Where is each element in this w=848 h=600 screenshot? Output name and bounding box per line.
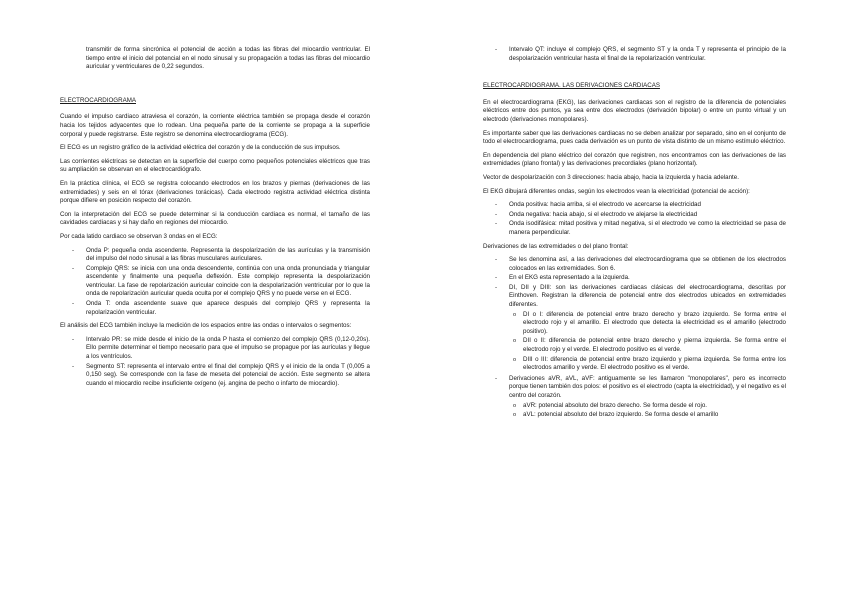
list-item: - Onda isodifásica: mitad positiva y mitad negativa, si el electrodo ve como la electricidad se pasa de manera perpendicular. [483,220,786,237]
list-item: - Intervalo QT: incluye el complejo QRS, el segmento ST y la onda T y representa el principio de la despolarización ventricular hasta el final de la repolarización ventricular. [483,46,786,63]
list-item: - Onda T: onda ascendente suave que aparece después del complejo QRS y representa la repolarización ventricular. [60,300,370,317]
derivations-list [483,256,786,420]
paragraph: Las corrientes eléctricas se detectan en la superficie del cuerpo como pequeños potenciales eléctricos que tras su ampliación se observan en el electrocardiógrafo. [60,157,370,174]
list-item: - Segmento ST: representa el intervalo entre el final del complejo QRS y el inicio de la onda T (0,005 a 0,150 seg). Se corresponde con la fase de meseta del potencial de acción. Este segmento se altera cuando el miocardio recibe insuficiente oxígeno (ej. angina de pecho o infarto de miocardio). [60,363,370,389]
paragraph: Con la interpretación del ECG se puede determinar si la conducción cardiaca es normal, el tamaño de las cavidades cardiacas y si hay daño en regiones del miocardio. [60,210,370,227]
sub-list-item: o DII o II: diferencia de potencial entre brazo derecho y pierna izquierda. Se forma entre el electrodo rojo y el verde. El electrodo positivo es el verde. [509,337,786,354]
sub-list [509,402,786,420]
intervals-list [60,336,370,389]
list-item-text: Derivaciones aVR, aVL, aVF: antiguamente se les llamaron "monopolares", pero es incorrecto porque tienen también dos polos: el positivo es el electrodo (capta la electricidad), y el negativo es el centro del corazón. [509,374,786,399]
list-item [483,284,786,373]
list-item: - Se les denomina así, a las derivaciones del electrocardiograma que se obtienen de los electrodos colocados en las extremidades. Son 6. [483,256,786,273]
paragraph: Es importante saber que las derivaciones cardiacas no se deben analizar por separado, sino en el conjunto de todo el electrocardiograma, pues cada derivación es un punto de vista distinto de un mismo estímulo eléctrico. [483,129,786,146]
qt-list [483,46,786,63]
list-item: - Onda P: pequeña onda ascendente. Representa la despolarización de las aurículas y la transmisión del impulso del nodo sinusal a las fibras musculares auriculares. [60,247,370,264]
sub-list [509,311,786,373]
list-item: - Onda positiva: hacia arriba, si el electrodo ve acercarse la electricidad [483,201,786,210]
left-column [60,46,370,393]
paragraph: Vector de despolarización con 3 direcciones: hacia abajo, hacia la izquierda y hacia adelante. [483,173,739,181]
waves-list [60,247,370,318]
section-heading-ecg: ELECTROCARDIOGRAMA [60,96,136,104]
paragraph: En dependencia del plano eléctrico del corazón que registren, nos encontramos con las derivaciones de las extremidades (plano frontal) y las derivaciones precordiales (plano horizontal). [483,151,786,168]
list-item [483,375,786,420]
right-column [483,46,786,425]
wave-types-list [483,201,786,237]
list-item-text: DI, DII y DIII: son las derivaciones cardiacas clásicas del electrocardiograma, descritas por Einthoven. Registran la diferencia de potencial entre dos electrodos ubicados en extremidades diferentes. [509,283,786,309]
paragraph: En el electrocardiograma (EKG), las derivaciones cardiacas son el registro de la diferencia de potenciales eléctricos entre dos puntos, ya sea entre dos electrodos (derivación bipolar) o entre un punto virtual y un electrodo (derivaciones monopolares). [483,98,786,123]
paragraph: Por cada latido cardiaco se observan 3 ondas en el ECG: [60,232,218,240]
section-heading-derivations: ELECTROCARDIOGRAMA. LAS DERIVACIONES CARDIACAS [483,82,660,90]
list-item: - Onda negativa: hacia abajo, si el electrodo ve alejarse la electricidad [483,211,786,220]
list-item: - En el EKG esta representado a la izquierda. [483,274,786,283]
sub-list-item: o aVL: potencial absoluto del brazo izquierdo. Se forma desde el amarillo [509,411,786,420]
sub-list-item: o DI o I: diferencia de potencial entre brazo derecho y brazo izquierdo. Se forma entre el electrodo rojo y el amarillo. El electrodo que detecta la electricidad es el amarillo (electrodo positivo). [509,311,786,337]
sub-list-item: o aVR: potencial absoluto del brazo derecho. Se forma desde el rojo. [509,402,786,411]
paragraph: El ECG es un registro gráfico de la actividad eléctrica del corazón y de la conducción de sus impulsos. [60,144,341,152]
continuation-paragraph: transmitir de forma sincrónica el potencial de acción a todas las fibras del miocardio ventricular. El tiempo entre el inicio del potencial en el nodo sinusal y su propagación a todas las fibras del miocardio auricular y ventriculares de 0,22 segundos. [86,46,370,71]
list-item: - Complejo QRS: se inicia con una onda descendente, continúa con una onda pronunciada y triangular ascendente y finalmente una pequeña deflexión. Este complejo representa la despolarización ventricular. La fase de repolarización auricular coincide con la despolarización ventricular por lo que la onda de repolarización auricular queda oculta por el complejo QRS y no puede verse en el ECG. [60,265,370,299]
list-item: - Intervalo PR: se mide desde el inicio de la onda P hasta el comienzo del complejo QRS (0,12-0,20s). Ello permite determinar el tiempo necesario para que el impulso se propague por las aurículas y llegue a los ventrículos. [60,336,370,362]
paragraph: En la práctica clínica, el ECG se registra colocando electrodos en los brazos y piernas (derivaciones de las extremidades) y seis en el tórax (derivaciones torácicas). Cada electrodo registra actividad eléctrica distinta porque difiere en posición respecto del corazón. [60,179,370,205]
paragraph: Derivaciones de las extremidades o del plano frontal: [483,242,629,250]
sub-list-item: o DIII o III: diferencia de potencial entre brazo izquierdo y pierna izquierda. Se forma entre los electrodos amarillo y verde. El electrodo positivo es el verde. [509,356,786,373]
paragraph: El EKG dibujará diferentes ondas, según los electrodos vean la electricidad (potencial de acción): [483,187,750,195]
paragraph: El análisis del ECG también incluye la medición de los espacios entre las ondas o intervalos o segmentos: [60,322,352,330]
paragraph: Cuando el impulso cardiaco atraviesa el corazón, la corriente eléctrica también se propaga desde el corazón hacia los tejidos adyacentes que lo rodean. Una pequeña parte de la corriente se propaga a la superficie corporal y puede registrarse. Este registro se denomina electrocardiograma (ECG). [60,113,370,138]
